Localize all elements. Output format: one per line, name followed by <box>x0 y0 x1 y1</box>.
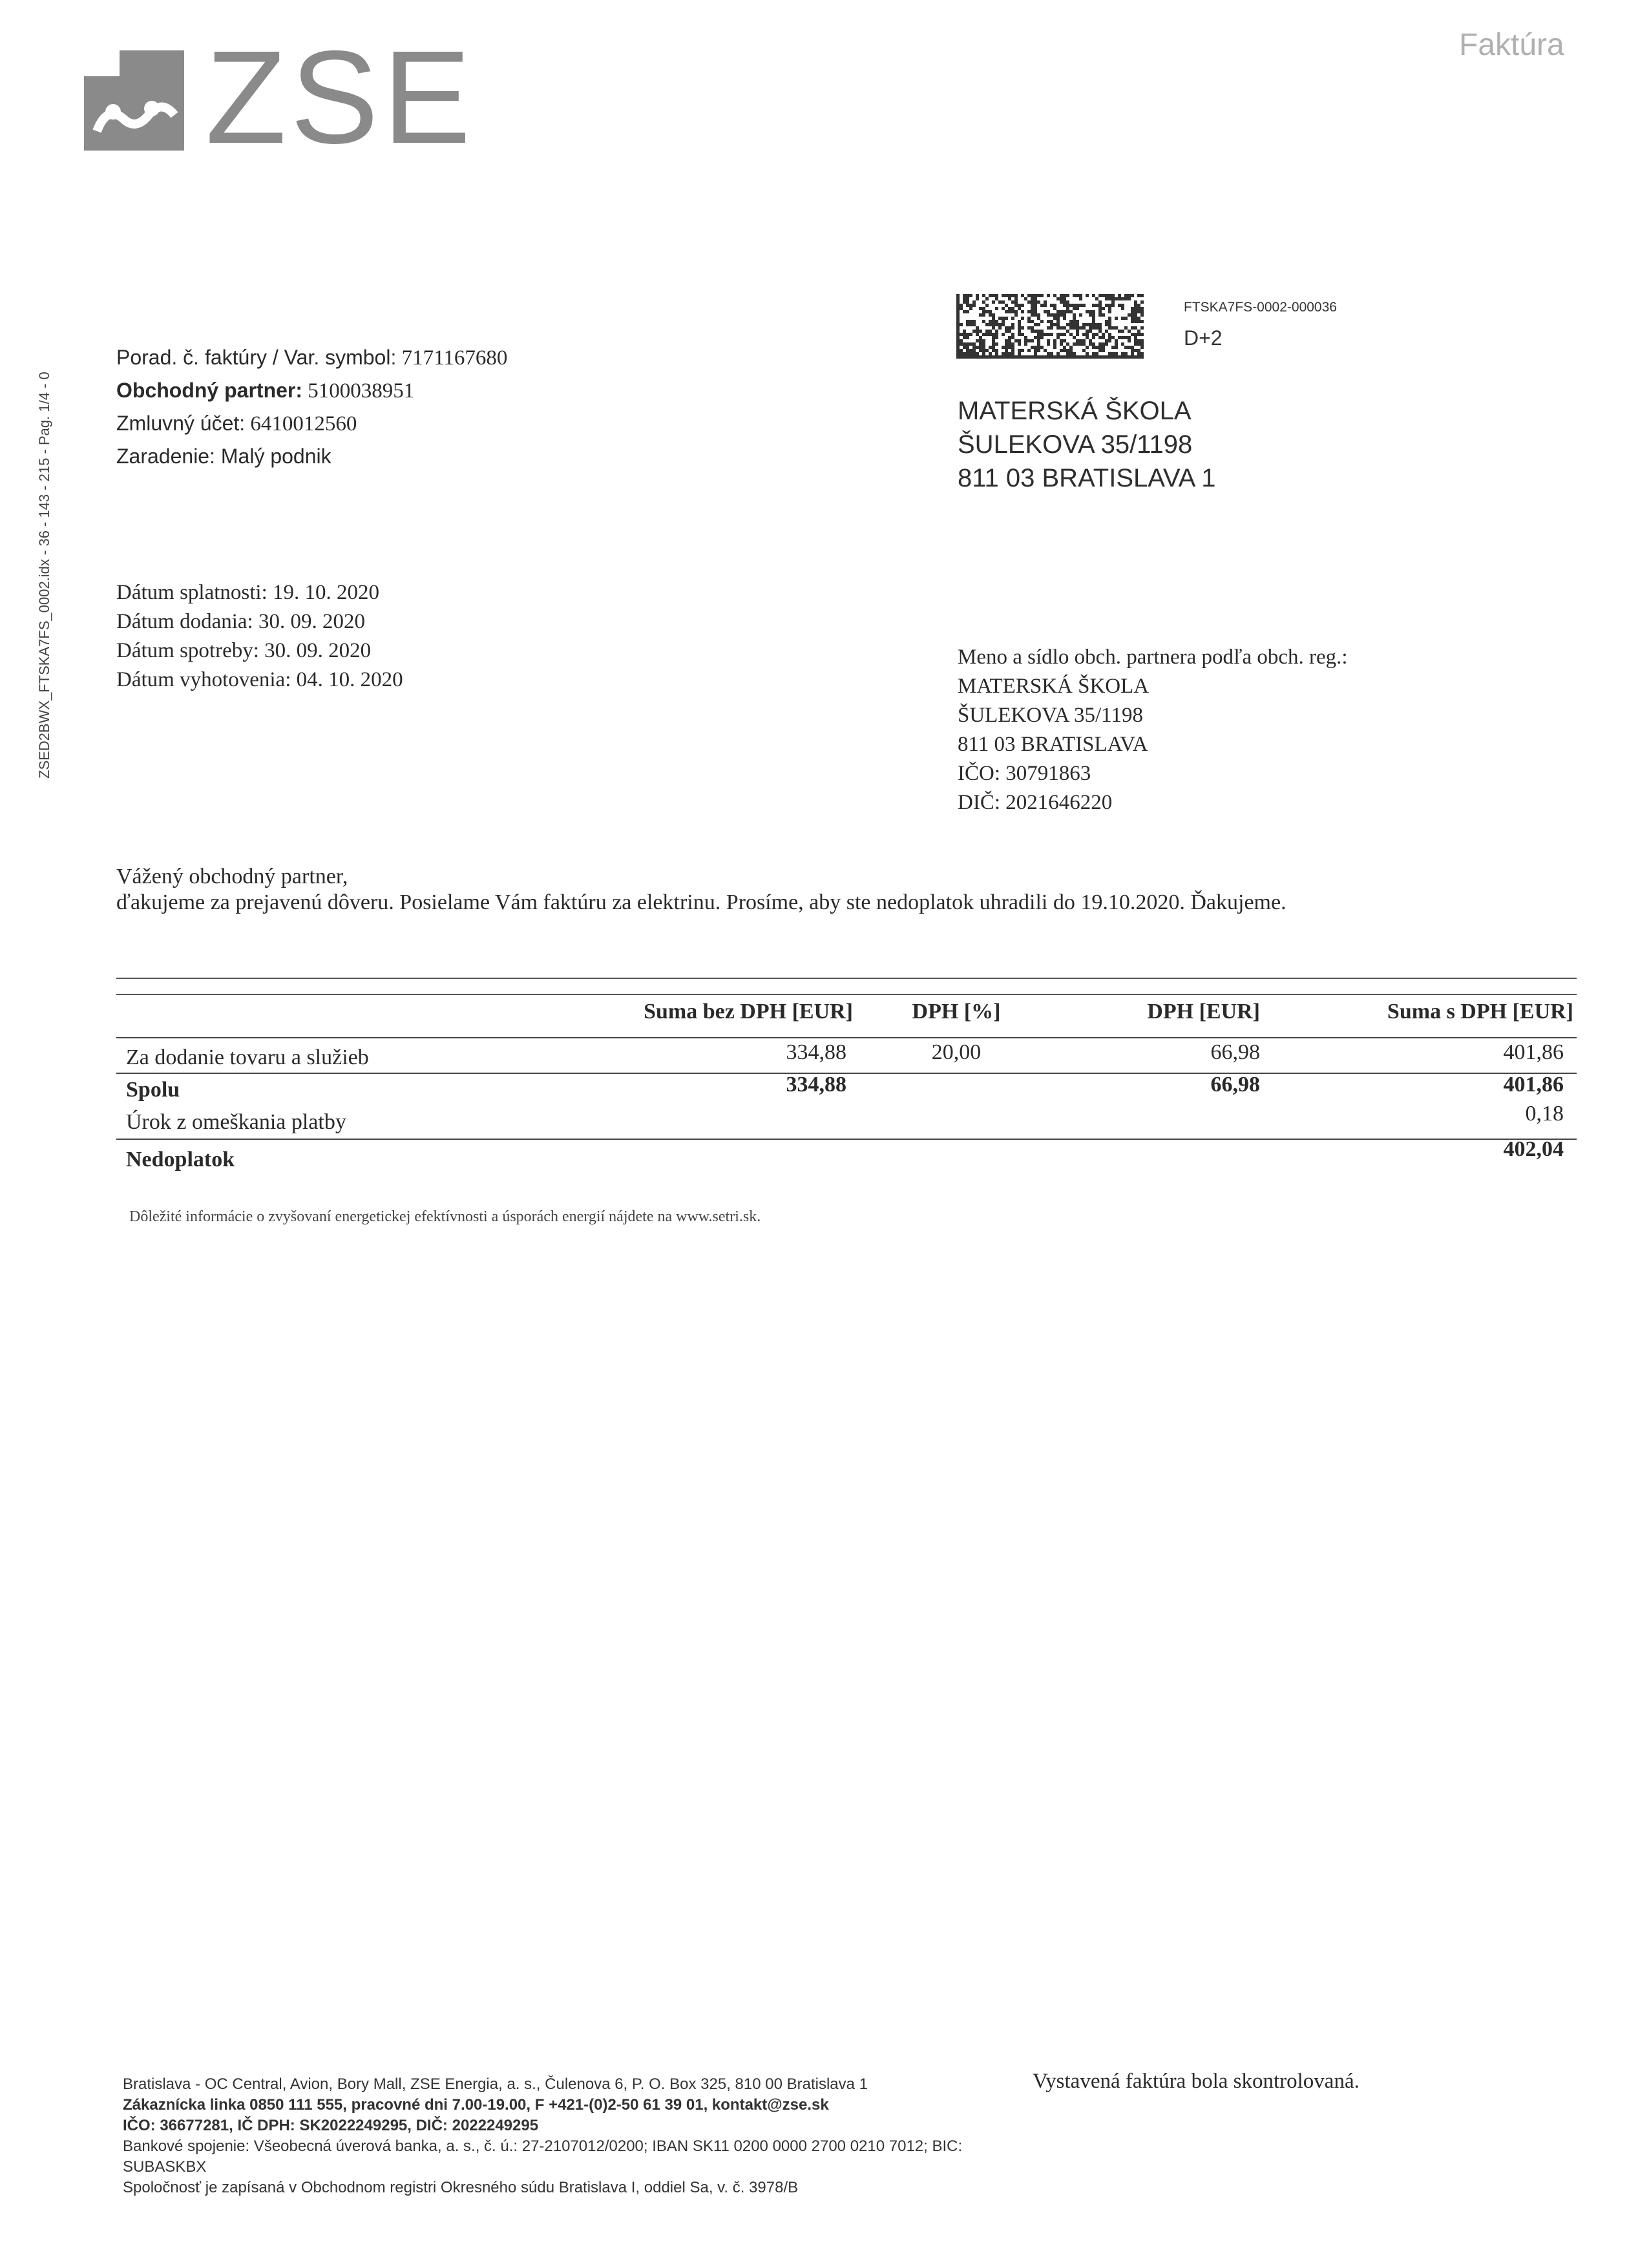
mailing-ref-code: FTSKA7FS-0002-000036 <box>1184 300 1337 315</box>
date-label: Dátum dodania: <box>116 610 253 633</box>
col-header-gross: Suma s DPH [EUR] <box>1387 1000 1573 1024</box>
row-label: Za dodanie tovaru a služieb <box>126 1045 369 1069</box>
recipient-city: 811 03 BRATISLAVA 1 <box>958 464 1216 492</box>
registered-partner <box>958 643 1348 817</box>
info-row-partner <box>116 374 507 407</box>
col-header-net: Suma bez DPH [EUR] <box>644 1000 853 1024</box>
date-label: Dátum splatnosti: <box>116 581 268 604</box>
info-value: 6410012560 <box>250 412 357 436</box>
invoice-dates <box>116 578 403 695</box>
checked-note: Vystavená faktúra bola skontrolovaná. <box>1033 2070 1360 2093</box>
document-type: Faktúra <box>1459 28 1564 62</box>
date-consumption <box>116 636 403 666</box>
info-label: Zmluvný účet: <box>116 412 246 435</box>
registered-line: DIČ: 2021646220 <box>958 791 1113 814</box>
row-gross: 401,86 <box>1503 1073 1564 1097</box>
side-tracking-code: ZSED2BWX_FTSKA7FS_0002.idx - 36 - 143 - 215 - Pag. 1/4 - 0 <box>36 372 52 779</box>
recipient-address <box>958 394 1216 495</box>
info-value: 7171167680 <box>401 346 508 370</box>
registered-line: ŠULEKOVA 35/1198 <box>958 704 1143 727</box>
company-footer <box>123 2074 962 2198</box>
date-label: Dátum spotreby: <box>116 639 259 662</box>
date-value: 19. 10. 2020 <box>273 581 379 604</box>
col-header-vat-pct: DPH [%] <box>912 1000 1001 1024</box>
datamatrix-barcode <box>956 294 1144 359</box>
greeting-body: ďakujeme za prejavenú dôveru. Posielame Vám faktúru za elektrinu. Prosíme, aby ste nedoplatok uhradili do 19.10.2020. Ďakujeme. <box>116 890 1287 914</box>
registered-line: MATERSKÁ ŠKOLA <box>958 675 1150 698</box>
info-value: 5100038951 <box>308 379 415 403</box>
row-label: Spolu <box>126 1078 180 1102</box>
barcode-modules <box>956 294 1144 359</box>
invoice-info <box>116 341 507 473</box>
row-vat: 66,98 <box>1210 1040 1260 1064</box>
footer-address: Bratislava - OC Central, Avion, Bory Mall, ZSE Energia, a. s., Čulenova 6, P. O. Box 325, 810 00 Bratislava 1 <box>123 2075 868 2093</box>
row-label: Úrok z omeškania platby <box>126 1110 346 1134</box>
row-vat-pct: 20,00 <box>931 1040 982 1064</box>
registered-line: IČO: 30791863 <box>958 762 1091 785</box>
footer-ids: IČO: 36677281, IČ DPH: SK2022249295, DIČ: 2022249295 <box>123 2117 539 2134</box>
table-rule <box>116 1139 1577 1140</box>
info-row-contract <box>116 407 507 440</box>
row-gross: 401,86 <box>1503 1040 1564 1064</box>
mailing-route: D+2 <box>1184 326 1223 350</box>
footer-bank: Bankové spojenie: Všeobecná úverová banka, a. s., č. ú.: 27-2107012/0200; IBAN SK11 0200 0000 2700 0210 7012; BIC: <box>123 2137 963 2155</box>
date-value: 30. 09. 2020 <box>264 639 372 662</box>
date-issued <box>116 666 403 695</box>
info-label: Zaradenie: Malý podnik <box>116 445 331 468</box>
table-rule <box>116 978 1577 979</box>
info-label: Porad. č. faktúry / Var. symbol: <box>116 346 397 369</box>
recipient-street: ŠULEKOVA 35/1198 <box>958 430 1193 459</box>
table-rule <box>116 1037 1577 1038</box>
date-due <box>116 578 403 607</box>
row-gross: 0,18 <box>1525 1102 1564 1126</box>
date-value: 30. 09. 2020 <box>258 610 365 633</box>
footer-registry: Spoločnosť je zapísaná v Obchodnom registri Okresného súdu Bratislava I, oddiel Sa, v. č. 3978/B <box>123 2179 799 2196</box>
row-net: 334,88 <box>786 1073 846 1097</box>
table-rule <box>116 1073 1577 1074</box>
footer-bic: SUBASKBX <box>123 2158 207 2176</box>
registered-label: Meno a sídlo obch. partnera podľa obch. reg.: <box>958 646 1348 669</box>
date-label: Dátum vyhotovenia: <box>116 668 291 691</box>
greeting-salutation: Vážený obchodný partner, <box>116 865 348 888</box>
info-row-category <box>116 440 507 473</box>
date-delivery <box>116 607 403 636</box>
registered-line: 811 03 BRATISLAVA <box>958 733 1148 756</box>
info-row-var-symbol <box>116 341 507 374</box>
recipient-name: MATERSKÁ ŠKOLA <box>958 397 1192 425</box>
row-gross: 402,04 <box>1503 1137 1564 1161</box>
row-net: 334,88 <box>786 1040 846 1064</box>
zse-logo-text: ZSE <box>205 23 475 171</box>
efficiency-note: Dôležité informácie o zvyšovaní energetickej efektívnosti a úsporách energií nájdete na www.setri.sk. <box>129 1208 761 1225</box>
date-value: 04. 10. 2020 <box>296 668 403 691</box>
row-vat: 66,98 <box>1210 1073 1260 1097</box>
table-rule <box>116 994 1577 995</box>
col-header-vat: DPH [EUR] <box>1147 1000 1260 1024</box>
footer-contact: Zákaznícka linka 0850 111 555, pracovné dni 7.00-19.00, F +421-(0)2-50 61 39 01, kontakt@zse.sk <box>123 2096 829 2114</box>
row-label: Nedoplatok <box>126 1148 235 1171</box>
zse-logo-mark <box>84 50 184 151</box>
info-label: Obchodný partner: <box>116 379 303 402</box>
